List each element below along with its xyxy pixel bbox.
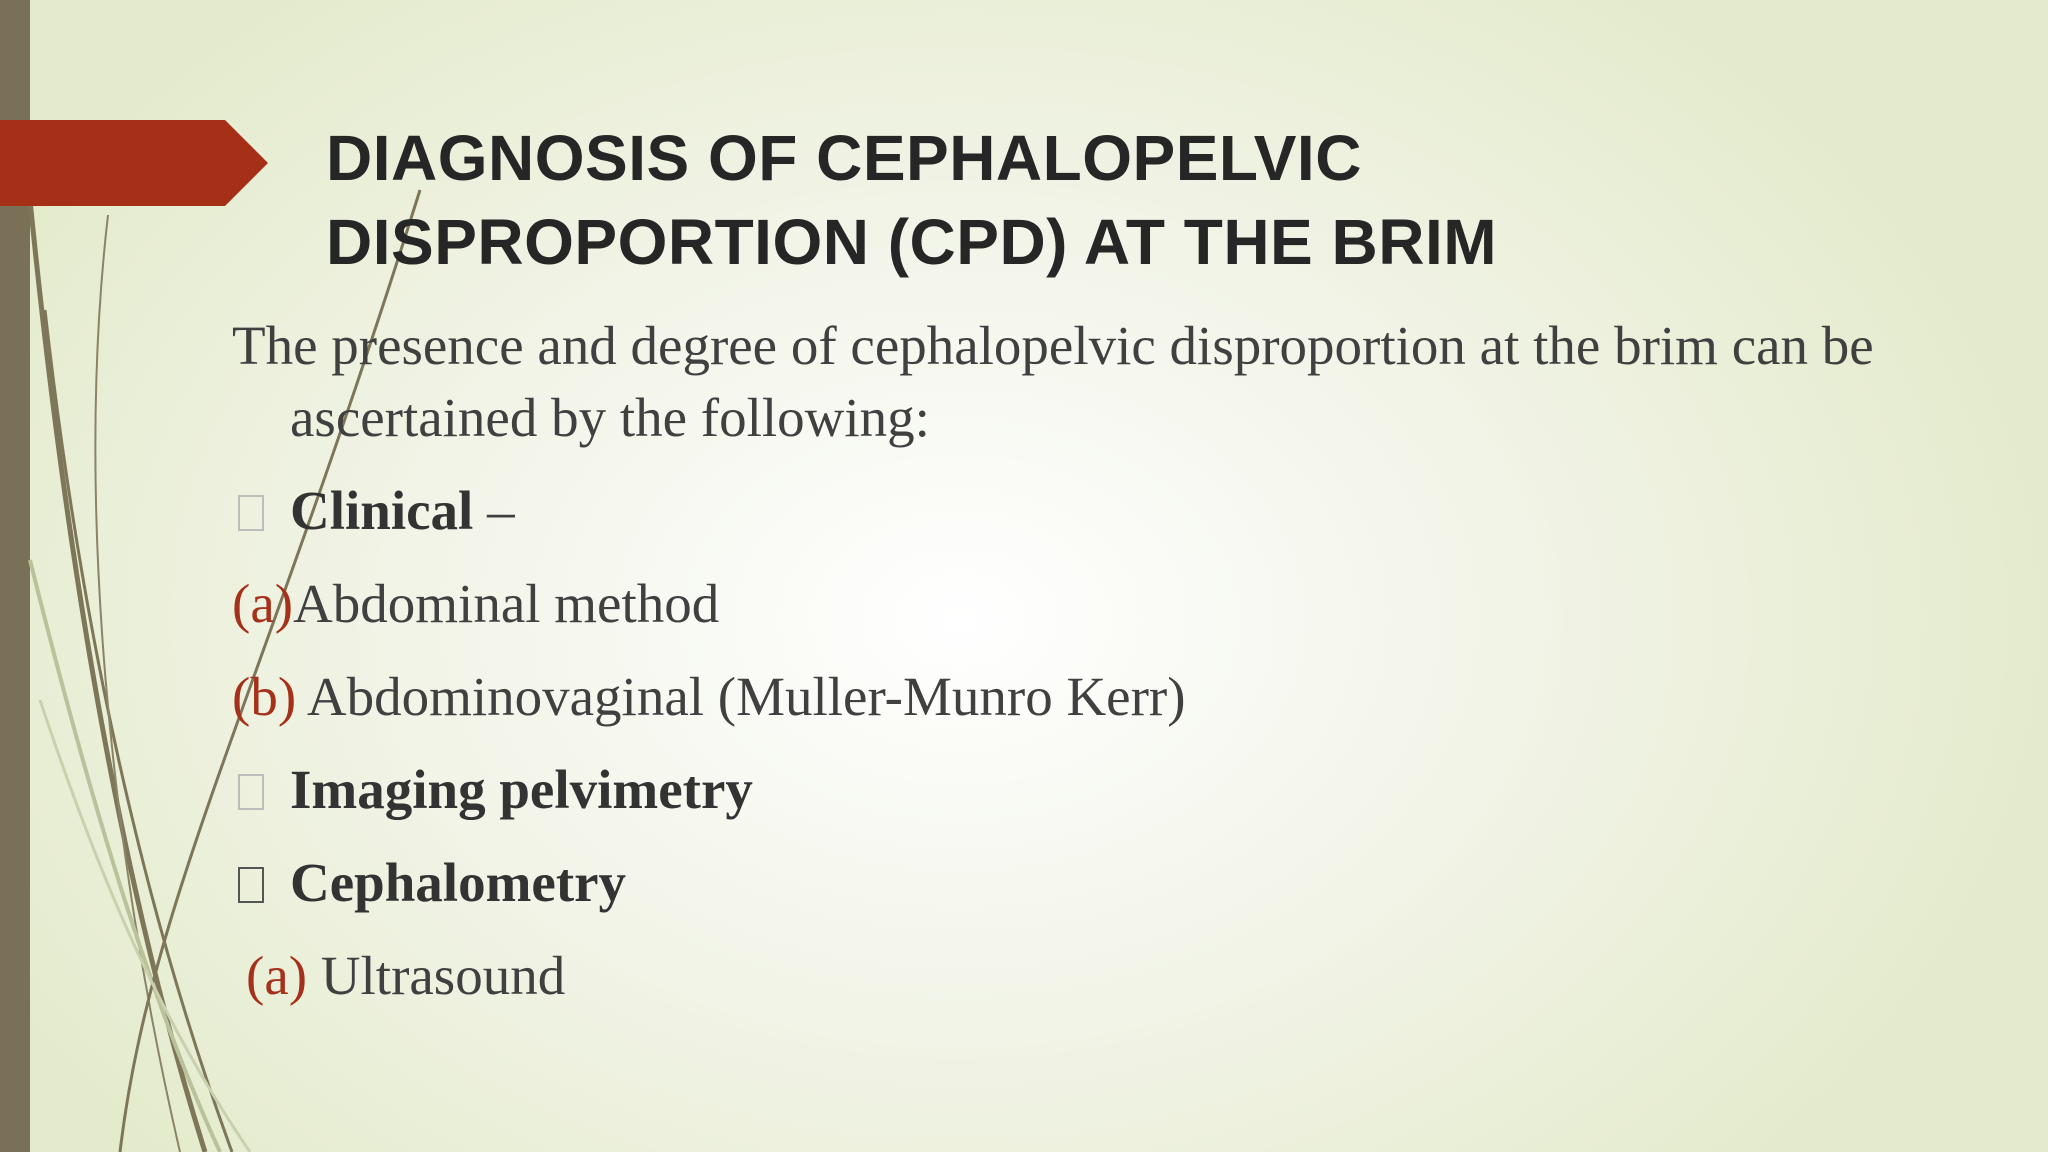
intro-paragraph: The presence and degree of cephalopelvic disproportion at the brim can be ascertained by the following: xyxy=(232,315,1874,448)
checkbox-bullet-icon xyxy=(238,495,264,531)
list-item-text: Abdominal method xyxy=(293,573,720,634)
list-item-ultrasound xyxy=(246,940,565,1012)
slide-title-line-1: DIAGNOSIS OF CEPHALOPELVIC xyxy=(326,122,1362,194)
list-item-abdominovaginal xyxy=(232,661,1186,733)
slide-title xyxy=(326,116,1826,284)
list-marker: (a) xyxy=(246,945,308,1006)
list-marker: (b) xyxy=(232,666,297,727)
checkbox-bullet-icon xyxy=(238,867,264,903)
checkbox-bullet-icon xyxy=(238,774,264,810)
list-item-cephalometry xyxy=(232,847,626,919)
slide-body xyxy=(232,310,1882,1006)
list-item-label: Cephalometry xyxy=(290,852,627,913)
list-item-clinical xyxy=(232,475,515,547)
list-item-text: Ultrasound xyxy=(307,945,566,1006)
list-item-imaging-pelvimetry xyxy=(232,754,753,826)
list-item-suffix: – xyxy=(473,480,515,541)
list-item-label: Imaging pelvimetry xyxy=(290,759,753,820)
list-item-text: Abdominovaginal (Muller-Munro Kerr) xyxy=(296,666,1186,727)
list-marker: (a) xyxy=(232,573,294,634)
list-item-abdominal-method xyxy=(232,568,719,640)
title-arrow-shape xyxy=(0,120,270,206)
slide-title-line-2: DISPROPORTION (CPD) AT THE BRIM xyxy=(326,206,1498,278)
list-item-label: Clinical xyxy=(290,480,474,541)
